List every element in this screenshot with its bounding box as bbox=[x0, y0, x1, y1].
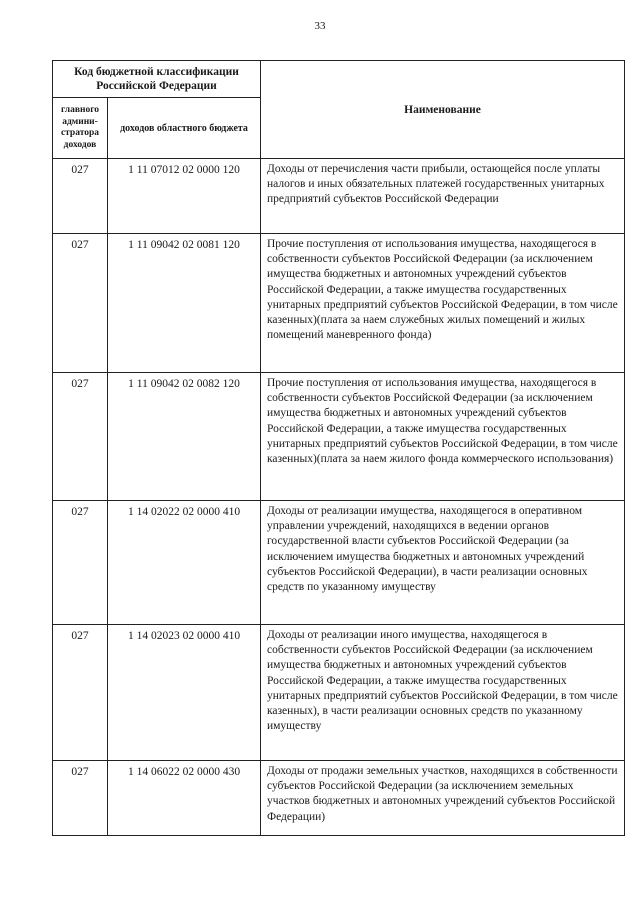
table-row bbox=[53, 234, 625, 373]
income-code-cell: 1 14 02022 02 0000 410 bbox=[108, 501, 261, 625]
income-code-cell: 1 11 09042 02 0082 120 bbox=[108, 373, 261, 501]
income-code-cell: 1 14 02023 02 0000 410 bbox=[108, 625, 261, 761]
income-name-cell: Доходы от реализации имущества, находящегося в оперативном управлении учреждений, находящихся в ведении органов государственной власти субъектов Российской Федерации (за исключением имущества бюджетных и автономных учреждений субъектов Российской Федерации), в части реализации основных средств по указанному имуществу bbox=[261, 501, 625, 625]
header-income-column: доходов областного бюджета bbox=[108, 98, 261, 159]
table-body bbox=[53, 159, 625, 836]
income-name-cell: Прочие поступления от использования имущества, находящегося в собственности субъектов Российской Федерации (за исключением имущества бюджетных и автономных учреждений субъектов Российской Федерации, а также имущества государственных унитарных предприятий субъектов Российской Федерации, в том числе казенных)(плата за наем жилого фонда коммерческого использования) bbox=[261, 373, 625, 501]
income-code-cell: 1 11 09042 02 0081 120 bbox=[108, 234, 261, 373]
header-classification-group: Код бюджетной классификации Российской Федерации bbox=[53, 61, 261, 98]
income-name-cell: Доходы от реализации иного имущества, находящегося в собственности субъектов Российской Федерации (за исключением имущества бюджетных и автономных учреждений субъектов Российской Федерации, а также имущества государственных унитарных предприятий субъектов Российской Федерации, в том числе казенных), в части реализации основных средств по указанному имуществу bbox=[261, 625, 625, 761]
header-name-column: Наименование bbox=[261, 61, 625, 159]
admin-code-cell: 027 bbox=[53, 501, 108, 625]
income-name-cell: Прочие поступления от использования имущества, находящегося в собственности субъектов Российской Федерации (за исключением имущества бюджетных и автономных учреждений субъектов Российской Федерации, а также имущества государственных унитарных предприятий субъектов Российской Федерации, в том числе казенных)(плата за наем служебных жилых помещений и жилых помещений маневренного фонда) bbox=[261, 234, 625, 373]
income-name-cell: Доходы от перечисления части прибыли, остающейся после уплаты налогов и иных обязательных платежей государственных унитарных предприятий субъектов Российской Федерации bbox=[261, 159, 625, 234]
admin-code-cell: 027 bbox=[53, 373, 108, 501]
admin-code-cell: 027 bbox=[53, 625, 108, 761]
budget-classification-table bbox=[52, 60, 625, 836]
table-row bbox=[53, 159, 625, 234]
table-row bbox=[53, 625, 625, 761]
table-row bbox=[53, 373, 625, 501]
income-name-cell: Доходы от продажи земельных участков, находящихся в собственности субъектов Российской Федерации (за исключением земельных участков бюджетных и автономных учреждений субъектов Российской Федерации) bbox=[261, 761, 625, 836]
income-code-cell: 1 11 07012 02 0000 120 bbox=[108, 159, 261, 234]
income-code-cell: 1 14 06022 02 0000 430 bbox=[108, 761, 261, 836]
admin-code-cell: 027 bbox=[53, 159, 108, 234]
table-header bbox=[53, 61, 625, 159]
table-row bbox=[53, 501, 625, 625]
table-row bbox=[53, 761, 625, 836]
header-row-group bbox=[53, 61, 625, 98]
admin-code-cell: 027 bbox=[53, 234, 108, 373]
page-number: 33 bbox=[314, 20, 326, 32]
header-admin-column: главного админи- стратора доходов bbox=[53, 98, 108, 159]
admin-code-cell: 027 bbox=[53, 761, 108, 836]
